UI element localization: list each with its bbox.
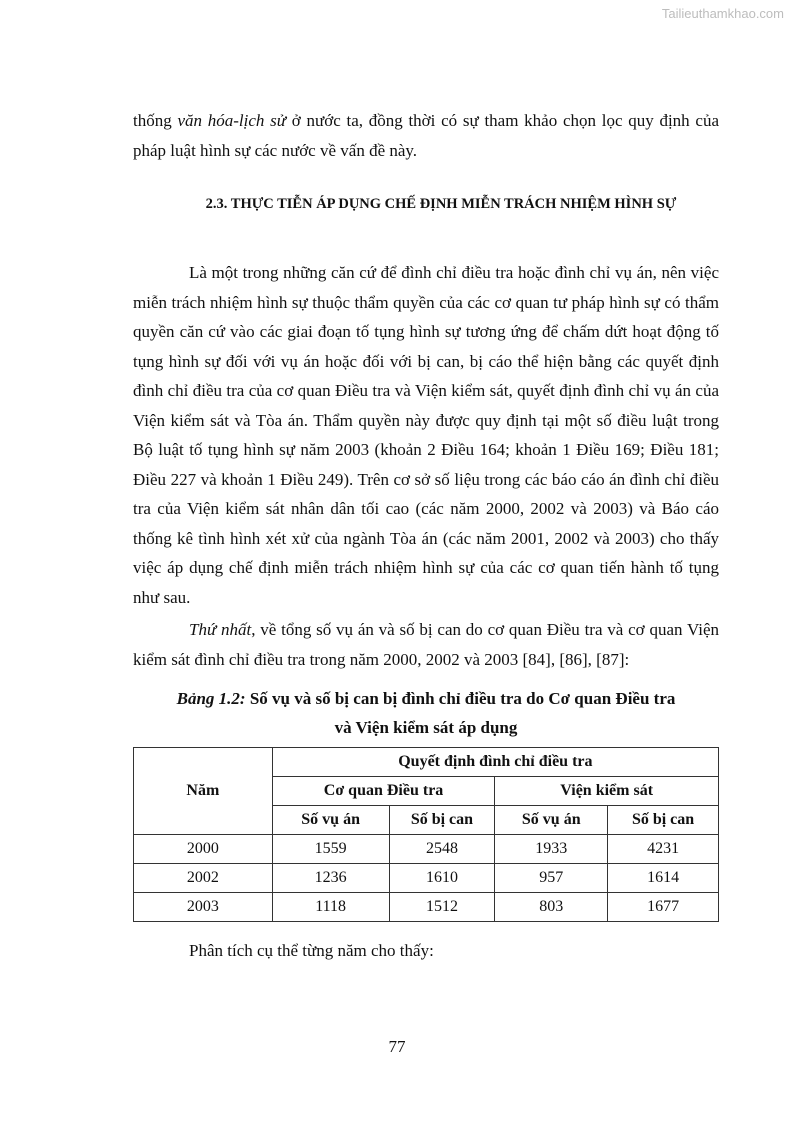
page-content [133,106,719,966]
watermark: Tailieuthamkhao.com [661,6,784,21]
cases-cell: 1236 [272,864,389,893]
caption-title-1: Số vụ và số bị can bị đình chỉ điều tra do Cơ quan Điều tra [245,689,676,708]
first-point-paragraph [133,615,719,674]
agency-header-investigation: Cơ quan Điều tra [272,777,495,806]
header-row-1 [134,748,719,777]
year-header: Năm [134,748,273,835]
intro-text-start: thống [133,111,178,130]
intro-paragraph [133,106,719,165]
intro-italic: văn hóa-lịch sử [177,111,287,130]
cases-header-1: Số vụ án [272,806,389,835]
agency-header-procuracy: Viện kiểm sát [495,777,719,806]
stats-table [133,747,719,922]
defendants-cell: 4231 [608,835,719,864]
defendants-cell: 2548 [389,835,495,864]
defendants-cell: 1677 [608,893,719,922]
defendants-header-1: Số bị can [389,806,495,835]
table-row [134,864,719,893]
main-paragraph: Là một trong những căn cứ để đình chỉ điều tra hoặc đình chỉ vụ án, nên việc miễn trách nhiệm hình sự thuộc thẩm quyền của các cơ quan tư pháp hình sự có thẩm quyền căn cứ vào các giai đoạn tố tụng hình sự tương ứng để chấm dứt hoạt động tố tụng hình sự đối với vụ án hoặc đối với bị can, bị cáo thể hiện bằng các quyết định đình chỉ điều tra của cơ quan Điều tra và Viện kiểm sát, quyết định đình chỉ vụ án của Viện kiểm sát và Tòa án. Thẩm quyền này được quy định tại một số điều luật trong Bộ luật tố tụng hình sự năm 2003 (khoản 2 Điều 164; khoản 1 Điều 169; Điều 181; Điều 227 và khoản 1 Điều 249). Trên cơ sở số liệu trong các báo cáo án đình chỉ điều tra của Viện kiểm sát nhân dân tối cao (các năm 2000, 2002 và 2003) và Báo cáo thống kê tình hình xét xử của ngành Tòa án (các năm 2001, 2002 và 2003) cho thấy việc áp dụng chế định miễn trách nhiệm hình sự của các cơ quan tiến hành tố tụng như sau. [133,263,719,607]
caption-line-2: và Viện kiểm sát áp dụng [334,718,518,737]
defendants-cell: 1512 [389,893,495,922]
intro-text-end: ở nước ta, đồng thời có sự tham khảo chọn lọc quy định của pháp luật hình sự các nước về vấn đề này. [133,111,720,160]
first-point-italic: Thứ nhất [189,620,252,639]
cases-cell: 957 [495,864,608,893]
caption-line-1 [133,684,719,713]
defendants-cell: 1614 [608,864,719,893]
section-heading: 2.3. THỰC TIỄN ÁP DỤNG CHẾ ĐỊNH MIỄN TRÁCH NHIỆM HÌNH SỰ [205,196,677,212]
year-cell: 2000 [134,835,273,864]
caption-label: Bảng 1.2: [176,689,246,708]
group-header: Quyết định đình chỉ điều tra [272,748,718,777]
table-row [134,893,719,922]
table-caption [133,684,719,742]
year-cell: 2003 [134,893,273,922]
page-number: 77 [388,1037,406,1056]
year-cell: 2002 [134,864,273,893]
cases-cell: 1559 [272,835,389,864]
first-point-text: , về tổng số vụ án và số bị can do cơ quan Điều tra và cơ quan Viện kiểm sát đình chỉ điều tra trong năm 2000, 2002 và 2003 [84], [86], [87]: [133,620,719,669]
after-table-paragraph: Phân tích cụ thể từng năm cho thấy: [189,941,434,960]
cases-cell: 1933 [495,835,608,864]
defendants-cell: 1610 [389,864,495,893]
table-row [134,835,719,864]
cases-cell: 803 [495,893,608,922]
cases-header-2: Số vụ án [495,806,608,835]
defendants-header-2: Số bị can [608,806,719,835]
cases-cell: 1118 [272,893,389,922]
